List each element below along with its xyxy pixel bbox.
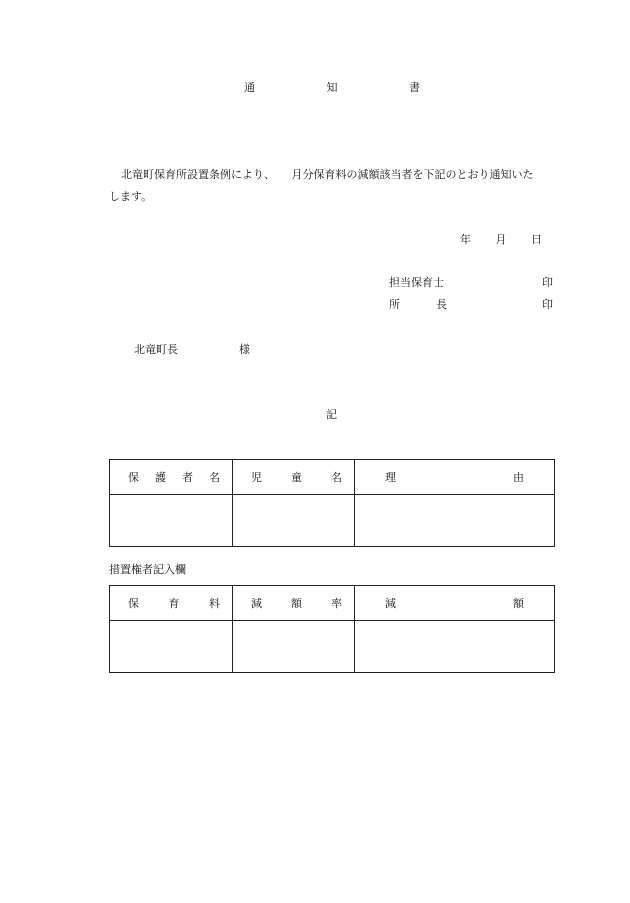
cell-child-name[interactable] xyxy=(233,495,355,547)
cell-reason[interactable] xyxy=(355,495,555,547)
h-char: 保 xyxy=(128,471,139,484)
ki-mark: 記 xyxy=(326,408,337,421)
addressee-name: 北竜町長 xyxy=(134,343,178,356)
h-char: 由 xyxy=(513,471,524,484)
table-guardian-child-reason xyxy=(109,459,555,547)
header-guardian-name xyxy=(110,460,233,495)
h-char: 額 xyxy=(291,597,302,610)
h-char: 保 xyxy=(128,597,139,610)
h-char: 護 xyxy=(155,471,166,484)
h-char: 育 xyxy=(168,597,180,610)
signer-seal-2: 印 xyxy=(542,298,553,311)
section-label: 措置権者記入欄 xyxy=(109,563,186,576)
h-char: 童 xyxy=(291,471,302,484)
header-childcare-fee xyxy=(110,586,233,621)
date-year: 年 xyxy=(460,233,471,246)
signer-seal-1: 印 xyxy=(542,276,553,289)
signer-role-nursery-teacher: 担当保育士 xyxy=(389,276,444,289)
h-char: 減 xyxy=(385,597,396,610)
h-char: 名 xyxy=(209,471,220,484)
h-char: 率 xyxy=(331,597,342,610)
title-char-3: 書 xyxy=(409,81,420,94)
header-child-name xyxy=(233,460,355,495)
table-row xyxy=(110,495,555,547)
h-char: 名 xyxy=(331,471,342,484)
header-reduction-amount xyxy=(355,586,555,621)
header-reduction-rate xyxy=(233,586,355,621)
h-char: 児 xyxy=(251,471,262,484)
table-header-row xyxy=(110,586,555,621)
table-fee-reduction xyxy=(109,585,555,673)
document-title xyxy=(244,81,420,95)
h-char: 料 xyxy=(209,597,220,610)
body-line-2: します。 xyxy=(109,190,153,203)
date-line xyxy=(460,233,542,247)
table-row xyxy=(110,621,555,673)
h-char: 減 xyxy=(251,597,262,610)
director-char-1: 所 xyxy=(389,298,400,311)
table-header-row xyxy=(110,460,555,495)
title-char-1: 通 xyxy=(244,81,255,94)
director-char-2: 長 xyxy=(436,298,447,311)
addressee-honorific: 様 xyxy=(239,343,250,356)
h-char: 額 xyxy=(513,597,524,610)
date-day: 日 xyxy=(531,233,542,246)
cell-guardian-name[interactable] xyxy=(110,495,233,547)
header-reason xyxy=(355,460,555,495)
title-char-2: 知 xyxy=(326,81,338,94)
h-char: 者 xyxy=(182,471,193,484)
body-line-1: 北竜町保育所設置条例により、 月分保育料の減額該当者を下記のとおり通知いた xyxy=(121,168,534,181)
h-char: 理 xyxy=(385,471,396,484)
date-month: 月 xyxy=(495,233,507,246)
cell-childcare-fee[interactable] xyxy=(110,621,233,673)
cell-reduction-rate[interactable] xyxy=(233,621,355,673)
signer-role-director xyxy=(389,298,447,312)
cell-reduction-amount[interactable] xyxy=(355,621,555,673)
